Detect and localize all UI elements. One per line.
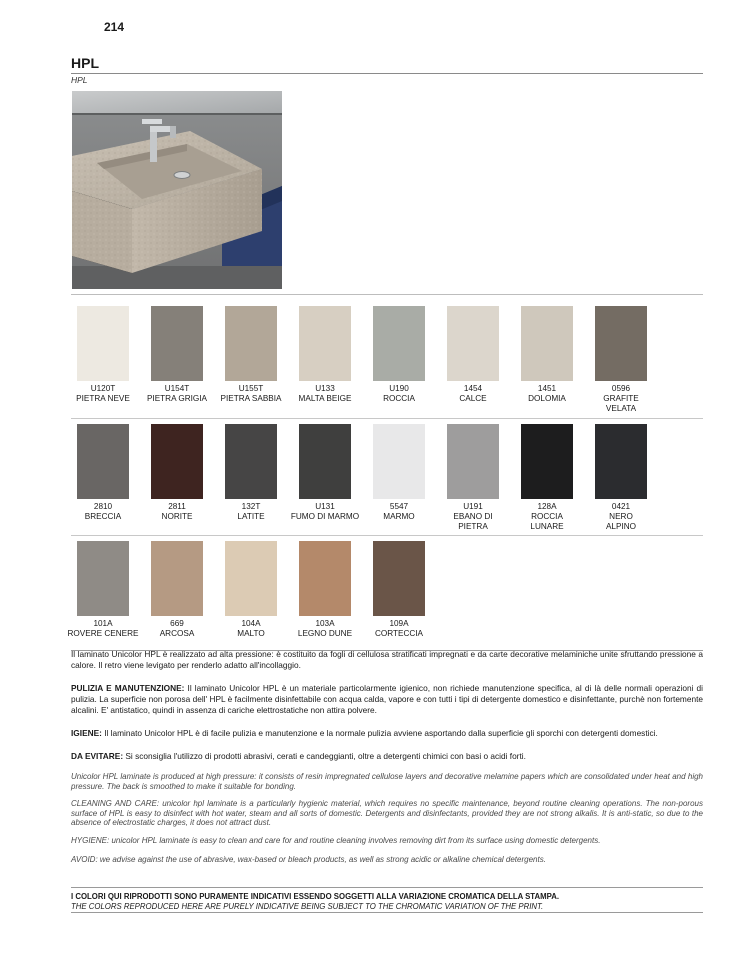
swatch-item — [510, 306, 584, 404]
swatch-name: CALCE — [459, 394, 487, 403]
swatch-code: 103A — [315, 619, 335, 628]
swatch-item — [214, 541, 288, 639]
swatch-code: 109A — [389, 619, 409, 628]
swatch-code: 5547 — [389, 502, 409, 511]
description-it: Il laminato Unicolor HPL è realizzato ad alta pressione: è costituito da fogli di cellulosa stratificati impregnati e da carte decorative melaminiche unite sfruttando pressione a calore. Il retro viene levigato per renderlo adatto all'incollaggio. — [71, 649, 703, 670]
swatch-item — [66, 541, 140, 639]
swatch-name: ROVERE CENERE — [67, 629, 139, 638]
color-notice-it: I COLORI QUI RIPRODOTTI SONO PURAMENTE INDICATIVI ESSENDO SOGGETTI ALLA VARIAZIONE CROMATICA DELLA STAMPA. — [71, 892, 560, 901]
swatch-item — [288, 306, 362, 404]
swatch-name: PIETRA SABBIA — [220, 394, 282, 403]
swatch-tile — [521, 306, 573, 381]
swatch-item — [288, 541, 362, 639]
swatch-name: DOLOMIA — [528, 394, 566, 403]
title-divider — [71, 73, 703, 74]
page-subtitle: HPL — [71, 75, 88, 85]
cleaning-label: PULIZIA E MANUTENZIONE: — [71, 683, 185, 693]
swatch-code: 1454 — [463, 384, 483, 393]
swatch-tile — [373, 424, 425, 499]
swatch-name: MALTO — [237, 629, 265, 638]
hygiene-label: IGIENE: — [71, 728, 102, 738]
swatch-item — [214, 306, 288, 404]
description-en: Unicolor HPL laminate is produced at high pressure: it consists of resin impregnated cellulose layers and decorative melamine papers which are consolidated under heat and high pressure. The back is smoothed to make it suitable for bonding. — [71, 772, 703, 791]
swatch-item — [584, 306, 658, 414]
swatch-item — [66, 306, 140, 404]
swatch-tile — [299, 424, 351, 499]
swatch-item — [288, 424, 362, 522]
avoid-label: DA EVITARE: — [71, 751, 124, 761]
swatch-code: U190 — [389, 384, 409, 393]
swatch-tile — [299, 541, 351, 616]
swatch-code: U155T — [238, 384, 264, 393]
page-title: HPL — [71, 55, 99, 71]
hygiene-text: Il laminato Unicolor HPL è di facile pulizia e manutenzione e la normale pulizia avviene asportando dalla superficie gli sporchi con detergenti domestici. — [101, 728, 658, 738]
swatch-code: 101A — [93, 619, 113, 628]
swatch-name: BRECCIA — [84, 512, 122, 521]
swatch-tile — [447, 424, 499, 499]
swatch-name: CORTECCIA — [374, 629, 424, 638]
swatch-item — [66, 424, 140, 522]
swatch-item — [362, 424, 436, 522]
avoid-section-en: AVOID: we advise against the use of abrasive, wax-based or bleach products, as well as strong acidic or alkaline chemical detergents. — [71, 855, 546, 864]
swatch-name: ROCCIA — [383, 394, 415, 403]
swatch-tile — [373, 541, 425, 616]
swatch-item — [510, 424, 584, 532]
swatch-tile — [151, 306, 203, 381]
swatch-tile — [225, 541, 277, 616]
swatch-name: LEGNO DUNE — [297, 629, 353, 638]
swatch-tile — [77, 541, 129, 616]
swatch-code: 104A — [241, 619, 261, 628]
hygiene-section-it — [71, 728, 703, 739]
swatch-code: U131 — [315, 502, 335, 511]
swatch-code: U191 — [463, 502, 483, 511]
swatch-tile — [299, 306, 351, 381]
swatch-item — [362, 306, 436, 404]
swatch-item — [584, 424, 658, 532]
swatch-tile — [521, 424, 573, 499]
swatch-row — [71, 301, 703, 419]
swatch-tile — [77, 424, 129, 499]
swatch-code: 0596 — [611, 384, 631, 393]
swatch-code: 0421 — [611, 502, 631, 511]
swatch-name: MARMO — [383, 512, 415, 521]
swatch-tile — [595, 306, 647, 381]
cleaning-section-en: CLEANING AND CARE: unicolor hpl laminate is a particularly hygienic material, which requires no specific maintenance, beyond routine cleaning operations. The non-porous surface of HPL is easy to disinfect with hot water, steam and all sorts of domestic. Detergents and disinfectants, provided they are not strong alkalis. It is anti-static, so due to the absence of electrostatic charges, it does not attract dust. — [71, 799, 703, 827]
swatch-code: 2811 — [168, 502, 186, 511]
avoid-text: Si sconsiglia l'utilizzo di prodotti abrasivi, cerati e candeggianti, oltre a detergenti chimici con basi o acidi forti. — [123, 751, 526, 761]
swatch-item — [362, 541, 436, 639]
swatch-name: ARCOSA — [159, 629, 195, 638]
swatch-name: NORITE — [161, 512, 193, 521]
swatch-name: PIETRA NEVE — [76, 394, 130, 403]
swatch-code: 132T — [241, 502, 261, 511]
cleaning-text: Il laminato Unicolor HPL è un materiale particolarmente igienico, non richiede manutenzione specifica, al di là delle normali operazioni di pulizia. La superficie non porosa dell' HPL è facilmente disinfettabile con acqua calda, vapore e con tutti i tipi di detergente domestico e disinfettante, purchè non fortemente alcalini. E' antistatico, quindi in assenza di cariche elettrostatiche non attira polvere. — [71, 683, 704, 715]
swatch-item — [214, 424, 288, 522]
avoid-section-it — [71, 751, 703, 762]
notice-bottom-divider — [71, 912, 703, 913]
swatch-row — [71, 419, 703, 536]
swatch-tile — [373, 306, 425, 381]
swatch-code: 128A — [537, 502, 557, 511]
swatch-code: U133 — [315, 384, 335, 393]
swatch-code: 669 — [170, 619, 184, 628]
swatch-tile — [151, 424, 203, 499]
swatch-tile — [77, 306, 129, 381]
swatch-name: MALTA BEIGE — [298, 394, 352, 403]
swatch-row — [67, 536, 703, 651]
swatch-tile — [225, 424, 277, 499]
page-number: 214 — [104, 20, 125, 34]
swatch-name: ROCCIA LUNARE — [530, 512, 564, 531]
swatch-code: U120T — [90, 384, 116, 393]
swatch-name: PIETRA GRIGIA — [146, 394, 208, 403]
swatch-name: NERO ALPINO — [605, 512, 637, 531]
cleaning-section-it — [71, 683, 703, 716]
swatch-name: EBANO DI PIETRA — [453, 512, 493, 531]
swatch-tile — [225, 306, 277, 381]
swatch-code: 2810 — [93, 502, 113, 511]
swatch-tile — [151, 541, 203, 616]
swatch-name: GRAFITE VELATA — [603, 394, 639, 413]
swatch-grid — [67, 301, 703, 651]
swatch-tile — [447, 306, 499, 381]
hygiene-section-en: HYGIENE: unicolor HPL laminate is easy to clean and care for and routine cleaning involves removing dirt from its surface using domestic detergents. — [71, 836, 601, 845]
color-notice-en: THE COLORS REPRODUCED HERE ARE PURELY INDICATIVE BEING SUBJECT TO THE CHROMATIC VARIATION OF THE PRINT. — [71, 902, 544, 911]
swatch-name: FUMO DI MARMO — [290, 512, 360, 521]
swatch-item — [436, 424, 510, 532]
notice-top-divider — [71, 887, 703, 888]
product-photo — [72, 91, 282, 289]
swatch-item — [140, 306, 214, 404]
swatch-tile — [595, 424, 647, 499]
swatch-code: 1451 — [537, 384, 557, 393]
swatch-item — [140, 541, 214, 639]
swatch-item — [140, 424, 214, 522]
swatch-name: LATITE — [237, 512, 265, 521]
swatch-top-divider — [71, 294, 703, 295]
swatch-code: U154T — [164, 384, 190, 393]
swatch-item — [436, 306, 510, 404]
